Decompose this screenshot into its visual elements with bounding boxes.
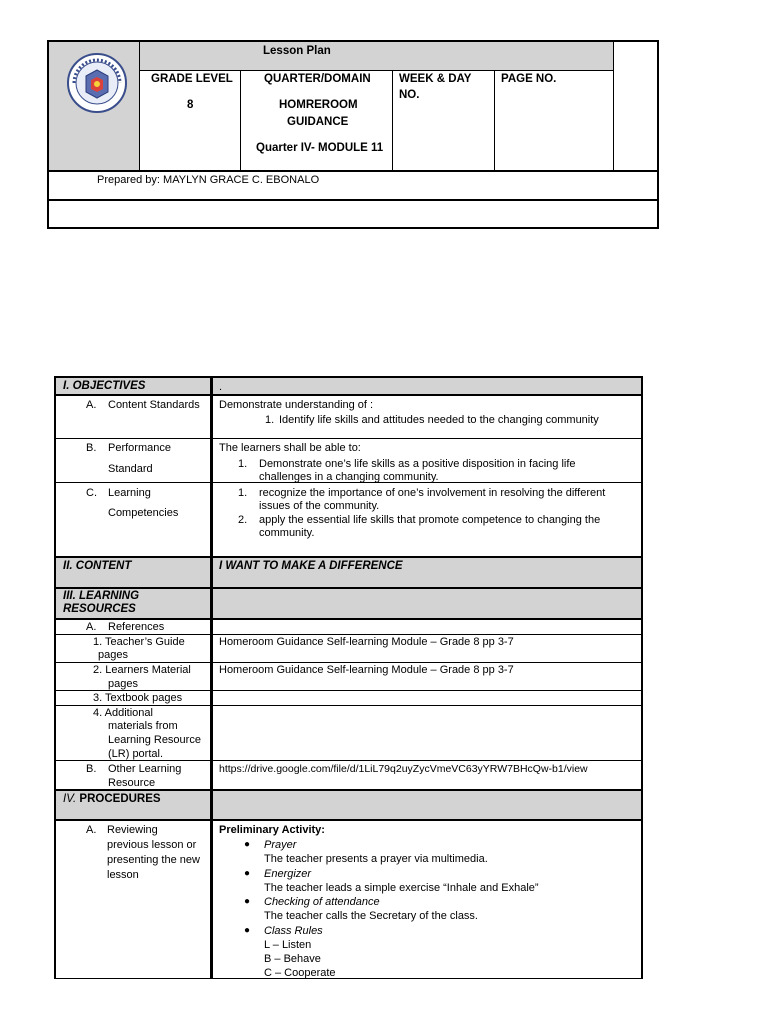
- competencies-item2-line1: apply the essential life skills that promote competence to changing the: [259, 514, 601, 526]
- class-rule-l: L – Listen: [264, 939, 312, 951]
- class-rules-title: Class Rules: [264, 925, 323, 937]
- title-row: [140, 42, 614, 71]
- competencies-item2-line2: community.: [259, 527, 315, 539]
- performance-item-line1: Demonstrate one’s life skills as a positive disposition in facing life: [259, 458, 576, 470]
- divider: [47, 170, 659, 172]
- energizer-desc: The teacher leads a simple exercise “Inhale and Exhale”: [264, 882, 539, 894]
- prepared-by-label: Prepared by:: [97, 174, 160, 186]
- performance-item-line2: challenges in a changing community.: [259, 471, 439, 483]
- divider: [56, 394, 641, 396]
- week-day-label: WEEK & DAY: [399, 73, 472, 85]
- content-standards-item-num: 1.: [265, 414, 275, 426]
- resources-title-line1: III. LEARNING: [63, 590, 140, 602]
- other-resource-link[interactable]: https://drive.google.com/file/d/1LiL79q2uyZycVmeVC63yYRW7BHcQw-b1/view: [219, 763, 588, 775]
- logo-cell: [49, 42, 140, 170]
- teachers-guide-label-line1: 1. Teacher’s Guide: [93, 636, 185, 648]
- content-standards-item: Identify life skills and attitudes needed to the changing community: [279, 414, 599, 426]
- prepared-by-name: MAYLYN GRACE C. EBONALO: [163, 174, 320, 186]
- additional-label-line4: (LR) portal.: [108, 748, 164, 760]
- teachers-guide-label-line2: pages: [98, 649, 128, 661]
- grade-level-label: GRADE LEVEL: [151, 73, 233, 85]
- prayer-desc: The teacher presents a prayer via multimedia.: [264, 853, 488, 865]
- reviewing-label-line3: presenting the new: [107, 854, 200, 866]
- deped-seal-icon: [66, 52, 128, 114]
- objectives-header-value: .: [219, 381, 223, 393]
- class-rule-c: C – Cooperate: [264, 967, 336, 979]
- references-label: References: [108, 621, 165, 633]
- prayer-title: Prayer: [264, 839, 297, 851]
- procedures-title: [63, 793, 161, 805]
- page-no-label: PAGE NO.: [501, 73, 557, 85]
- textbook-label: 3. Textbook pages: [93, 692, 183, 704]
- references-letter: A.: [86, 621, 97, 633]
- preliminary-title: Preliminary Activity:: [219, 824, 325, 836]
- quarter-domain-label: QUARTER/DOMAIN: [264, 73, 371, 85]
- energizer-title: Energizer: [264, 868, 312, 880]
- competencies-label-line2: Competencies: [108, 507, 179, 519]
- reviewing-letter: A.: [86, 824, 97, 836]
- performance-label-line2: Standard: [108, 463, 153, 475]
- content-title: II. CONTENT: [63, 560, 132, 572]
- prepared-by: [97, 174, 319, 186]
- divider: [56, 587, 641, 589]
- grade-level-value: 8: [187, 99, 194, 111]
- performance-item-num: 1.: [238, 458, 248, 470]
- divider: [494, 71, 495, 170]
- divider: [240, 71, 241, 170]
- divider: [56, 438, 641, 439]
- learners-material-value: Homeroom Guidance Self-learning Module – Grade 8 pp 3-7: [219, 664, 514, 676]
- divider: [613, 42, 614, 170]
- performance-label-line1: Performance: [108, 442, 171, 454]
- bullet-icon: ●: [244, 925, 251, 936]
- divider: [56, 556, 641, 558]
- performance-letter: B.: [86, 442, 97, 454]
- content-value: I WANT TO MAKE A DIFFERENCE: [219, 560, 403, 572]
- bullet-icon: ●: [244, 839, 251, 850]
- domain-line1: HOMREROOM: [279, 99, 358, 111]
- resources-title-line2: RESOURCES: [63, 603, 136, 615]
- quarter-module: Quarter IV- MODULE 11: [256, 142, 384, 154]
- learners-material-label-line2: pages: [108, 678, 138, 690]
- competencies-item2-num: 2.: [238, 514, 248, 526]
- procedures-prefix: IV.: [63, 793, 77, 805]
- competencies-item1-num: 1.: [238, 487, 248, 499]
- reviewing-label-line4: lesson: [107, 869, 139, 881]
- objectives-title: I. OBJECTIVES: [63, 380, 146, 392]
- attendance-desc: The teacher calls the Secretary of the class.: [264, 910, 478, 922]
- other-resource-label-line1: Other Learning: [108, 763, 182, 775]
- content-standards-intro: Demonstrate understanding of :: [219, 399, 374, 411]
- teachers-guide-value: Homeroom Guidance Self-learning Module – Grade 8 pp 3-7: [219, 636, 514, 648]
- bullet-icon: ●: [244, 896, 251, 907]
- competencies-letter: C.: [86, 487, 97, 499]
- divider: [56, 819, 641, 821]
- lesson-plan-title: Lesson Plan: [263, 45, 331, 57]
- divider: [47, 199, 659, 201]
- divider: [392, 71, 393, 170]
- procedures-label: PROCEDURES: [79, 793, 161, 805]
- domain-line2: GUIDANCE: [287, 116, 349, 128]
- content-standards-label: Content Standards: [108, 399, 200, 411]
- attendance-title: Checking of attendance: [264, 896, 380, 908]
- column-divider: [210, 378, 213, 979]
- competencies-label-line1: Learning: [108, 487, 151, 499]
- additional-label-line3: Learning Resource: [108, 734, 201, 746]
- competencies-item1-line1: recognize the importance of one’s involvement in resolving the different: [259, 487, 606, 499]
- week-day-label-line2: NO.: [399, 89, 420, 101]
- performance-intro: The learners shall be able to:: [219, 442, 361, 454]
- reviewing-label-line1: Reviewing: [107, 824, 158, 836]
- additional-label-line1: 4. Additional: [93, 707, 153, 719]
- content-standards-letter: A.: [86, 399, 97, 411]
- other-resource-letter: B.: [86, 763, 97, 775]
- reviewing-label-line2: previous lesson or: [107, 839, 197, 851]
- bullet-icon: ●: [244, 868, 251, 879]
- resources-header-row: [56, 589, 641, 619]
- other-resource-label-line2: Resource: [108, 777, 156, 789]
- additional-label-line2: materials from: [108, 720, 178, 732]
- class-rule-b: B – Behave: [264, 953, 321, 965]
- learners-material-label-line1: 2. Learners Material: [93, 664, 191, 676]
- competencies-item1-line2: issues of the community.: [259, 500, 380, 512]
